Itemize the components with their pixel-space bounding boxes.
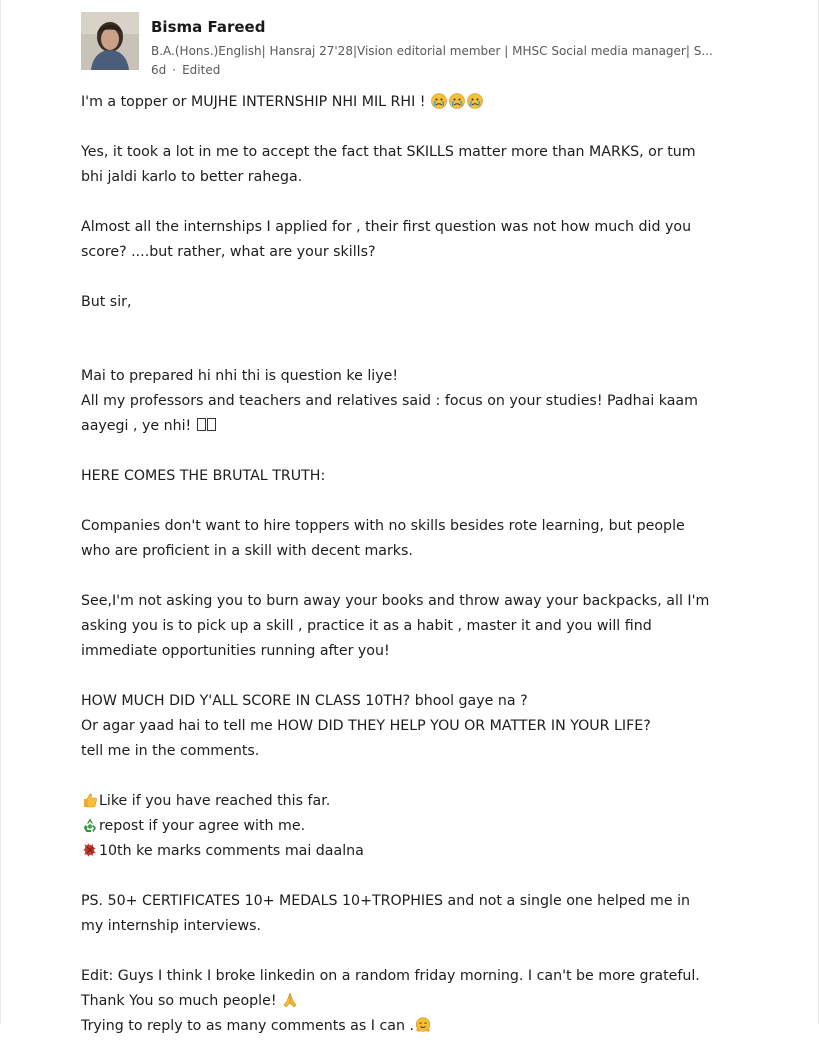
missing-glyph-icon bbox=[207, 418, 216, 431]
post-body bbox=[81, 90, 781, 1064]
post-paragraph bbox=[81, 689, 781, 764]
crying-face-icon bbox=[467, 93, 483, 109]
post-text: repost if your agree with me. bbox=[99, 818, 306, 834]
post-line bbox=[81, 839, 781, 864]
meta-separator: · bbox=[172, 63, 177, 77]
recycle-icon bbox=[82, 817, 98, 833]
post-paragraph bbox=[81, 140, 781, 190]
post-line: bhi jaldi karlo to better rahega. bbox=[81, 169, 303, 185]
post-text: Like if you have reached this far. bbox=[99, 793, 331, 809]
post-line: who are proficient in a skill with decent marks. bbox=[81, 543, 413, 559]
post-line: my internship interviews. bbox=[81, 918, 261, 934]
post-paragraph bbox=[81, 889, 781, 939]
post-text: Thank You so much people! bbox=[81, 993, 277, 1009]
folded-hands-icon bbox=[282, 992, 298, 1008]
post-line bbox=[81, 989, 781, 1014]
post-line: Companies don't want to hire toppers with no skills besides rote learning, but people bbox=[81, 518, 685, 534]
post-line: tell me in the comments. bbox=[81, 743, 260, 759]
post-line: asking you is to pick up a skill , practice it as a habit , master it and you will find bbox=[81, 618, 652, 634]
post-line bbox=[81, 90, 781, 115]
anger-symbol-icon bbox=[82, 842, 98, 858]
post-line: HOW MUCH DID Y'ALL SCORE IN CLASS 10TH? bhool gaye na ? bbox=[81, 693, 528, 709]
author-headline: B.A.(Hons.)English| Hansraj 27'28|Vision editorial member | MHSC Social media manager| S... bbox=[151, 44, 713, 58]
post-line bbox=[81, 789, 781, 814]
post-line bbox=[81, 1014, 781, 1039]
avatar[interactable] bbox=[81, 12, 139, 70]
hugging-face-icon bbox=[415, 1017, 431, 1033]
post-text: 10th ke marks comments mai daalna bbox=[99, 843, 364, 859]
post-line: See,I'm not asking you to burn away your books and throw away your backpacks, all I'm bbox=[81, 593, 710, 609]
post-text: Trying to reply to as many comments as I can . bbox=[81, 1018, 414, 1034]
post-line: score? ....but rather, what are your skills? bbox=[81, 244, 376, 260]
post-line: Almost all the internships I applied for , their first question was not how much did you bbox=[81, 219, 692, 235]
post-paragraph bbox=[81, 589, 781, 664]
post-line: PS. 50+ CERTIFICATES 10+ MEDALS 10+TROPHIES and not a single one helped me in bbox=[81, 893, 691, 909]
post-line: All my professors and teachers and relatives said : focus on your studies! Padhai kaam bbox=[81, 393, 698, 409]
post-line: immediate opportunities running after you! bbox=[81, 643, 390, 659]
post-text: aayegi , ye nhi! bbox=[81, 418, 192, 434]
post-line: Or agar yaad hai to tell me HOW DID THEY HELP YOU OR MATTER IN YOUR LIFE? bbox=[81, 718, 651, 734]
post-meta bbox=[151, 63, 220, 77]
post-line: Yes, it took a lot in me to accept the fact that SKILLS matter more than MARKS, or tum bbox=[81, 144, 696, 160]
post-paragraph bbox=[81, 514, 781, 564]
post-line: But sir, bbox=[81, 294, 132, 310]
crying-face-icon bbox=[431, 93, 447, 109]
author-name[interactable]: Bisma Fareed bbox=[151, 18, 266, 36]
thumbs-up-icon bbox=[82, 792, 98, 808]
post-line: Mai to prepared hi nhi thi is question ke liye! bbox=[81, 368, 399, 384]
crying-face-icon bbox=[449, 93, 465, 109]
post-line bbox=[81, 814, 781, 839]
post-line bbox=[81, 414, 781, 439]
post-paragraph bbox=[81, 290, 781, 315]
post-paragraph bbox=[81, 215, 781, 265]
post-paragraph bbox=[81, 789, 781, 864]
post-time: 6d bbox=[151, 63, 167, 77]
post-line: Edit: Guys I think I broke linkedin on a random friday morning. I can't be more grateful. bbox=[81, 968, 700, 984]
post-text: I'm a topper or MUJHE INTERNSHIP NHI MIL RHI ! bbox=[81, 94, 426, 110]
missing-glyph-icon bbox=[197, 418, 206, 431]
post-header bbox=[81, 12, 781, 82]
edited-label: Edited bbox=[182, 63, 221, 77]
post-paragraph bbox=[81, 90, 781, 115]
post-paragraph bbox=[81, 364, 781, 439]
post-paragraph bbox=[81, 464, 781, 489]
post-line: HERE COMES THE BRUTAL TRUTH: bbox=[81, 468, 326, 484]
post-paragraph bbox=[81, 964, 781, 1039]
